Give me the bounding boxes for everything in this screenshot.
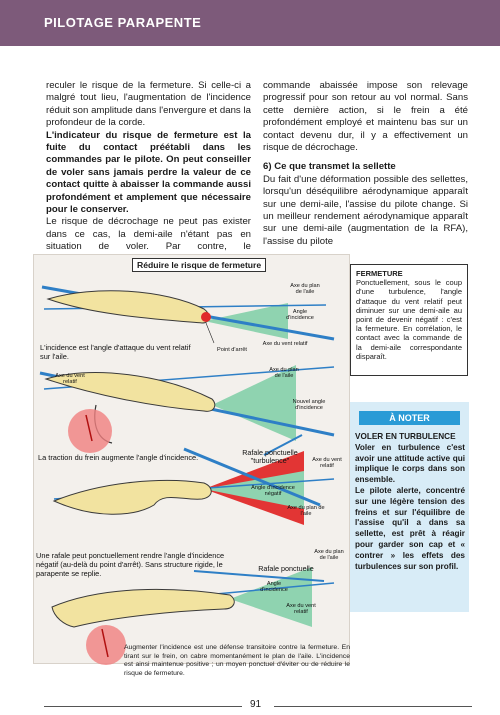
label-plane-axis-3: Axe du plan de l'aile	[287, 505, 325, 518]
caption-1: L'incidence est l'angle d'attaque du vent relatif sur l'aile.	[40, 343, 191, 362]
a-noter-header: À NOTER	[359, 411, 460, 425]
page-header	[0, 0, 500, 46]
left-text-column	[46, 80, 251, 266]
left-paragraph-2-bold: L'indicateur du risque de fermeture est la fuite du contact préétabli dans les commandes par le pilote. On peut conseiller de voler sans jamais perdre la valeur de ce contact quitte à abaisser la commande aussi profondément et amplement que nécessaire pour le conserver.	[46, 129, 251, 216]
closure-figure	[33, 254, 350, 664]
section-title: 6) Ce que transmet la sellette	[263, 161, 396, 173]
label-plane-axis-4: Axe du plan de l'aile	[314, 549, 344, 562]
angle-area-1	[204, 303, 288, 339]
stop-point-1	[201, 312, 211, 322]
a-noter-body	[355, 432, 465, 572]
label-negative-incidence: Angle d'incidence négatif	[251, 485, 295, 498]
a-noter-paragraph-1: Voler en turbulence c'est avoir une attitude active qui implique le corps dans son ensemble.	[355, 442, 465, 485]
footer-rule-right	[274, 706, 472, 707]
a-noter-box	[350, 402, 469, 612]
wing-profile-1	[48, 291, 209, 323]
label-wind-axis-3: Axe du vent relatif	[312, 457, 342, 470]
label-wind-axis-2: Axe du vent relatif	[55, 373, 85, 386]
caption-2: La traction du frein augmente l'angle d'incidence.	[38, 453, 199, 462]
footer-rule-left	[44, 706, 242, 707]
caption-3: Une rafale peut ponctuellement rendre l'angle d'incidence négatif (au-delà du point d'arrêt). Sans structure rigide, le parapente se replie.	[36, 551, 225, 579]
page-number: 91	[250, 699, 262, 710]
header-title: PILOTAGE PARAPENTE	[44, 15, 202, 30]
label-incidence-1: Angle d'incidence	[286, 309, 314, 322]
label-new-incidence: Nouvel angle d'incidence	[292, 399, 326, 412]
left-paragraph-3: Le risque de décrochage ne peut pas exister dans ce cas, la demi-aile n'étant pas en situation de voler. Par contre, le	[46, 216, 251, 253]
right-paragraph-1: commande abaissée impose son relevage progressif pour son retour au vol normal. Sans cette dernière action, si le frein a été profondément employé et maintenu bas sur un contact devenu dur, il y a effectivement un risque de décrochage.	[263, 80, 468, 154]
a-noter-paragraph-2: Le pilote alerte, concentré sur une légère tension des freins et sur l'équilibre de l'assise qu'il a dans sa sellette, est prêt à réagir pour garder son cap et « contrer » les effets des turbulences sur son profil.	[355, 485, 465, 571]
label-stop-point: Point d'arrêt	[217, 347, 247, 353]
left-paragraph-1: reculer le risque de la fermeture. Si celle-ci a malgré tout lieu, l'augmentation de l'incidence réduit son amplitude dans l'envergure et dans la profondeur de la corde.	[46, 80, 251, 129]
pointer-stop	[206, 323, 214, 343]
figure-title: Réduire le risque de fermeture	[132, 258, 266, 272]
fermeture-title: FERMETURE	[356, 269, 403, 278]
label-plane-axis-2: Axe du plan de l'aile	[269, 367, 299, 380]
label-gust-1: Rafale ponctuelle "turbulence"	[242, 448, 298, 466]
a-noter-title: VOLER EN TURBULENCE	[355, 432, 456, 441]
label-wind-axis-1: Axe du vent relatif	[262, 341, 308, 347]
caption-4: Augmenter l'incidence est une défense transitoire contre la fermeture. En tirant sur le frein, on cabre momentanément le plan de l'aile. L'incidence est ainsi maintenue positive ; un moyen ponctuel d'éviter ou de réduire le risque de fermeture.	[124, 644, 350, 677]
label-wind-axis-4: Axe du vent relatif	[286, 603, 316, 616]
label-plane-axis-1: Axe du plan de l'aile	[290, 283, 320, 296]
right-text-column	[263, 80, 468, 248]
label-incidence-4: Angle d'incidence	[260, 581, 288, 594]
label-gust-2: Rafale ponctuelle	[258, 564, 314, 573]
fermeture-text: Ponctuellement, sous le coup d'une turbulence, l'angle d'attaque du vent relatif peut diminuer sur une demi-aile au point de devenir négatif : c'est la fermeture. En corrélation, le contact avec la commande de la demi-aile correspondante disparaît.	[356, 278, 462, 361]
fermeture-box	[350, 264, 468, 376]
right-paragraph-2: Du fait d'une déformation possible des sellettes, lorsqu'un déséquilibre aérodynamique apparaît sur une demi-aile, l'assise du pilote change. Si un meilleur rendement aérodynamique apparaît sur une demi-aile (augmentation de la RFA), l'assise du pilote	[263, 173, 468, 247]
